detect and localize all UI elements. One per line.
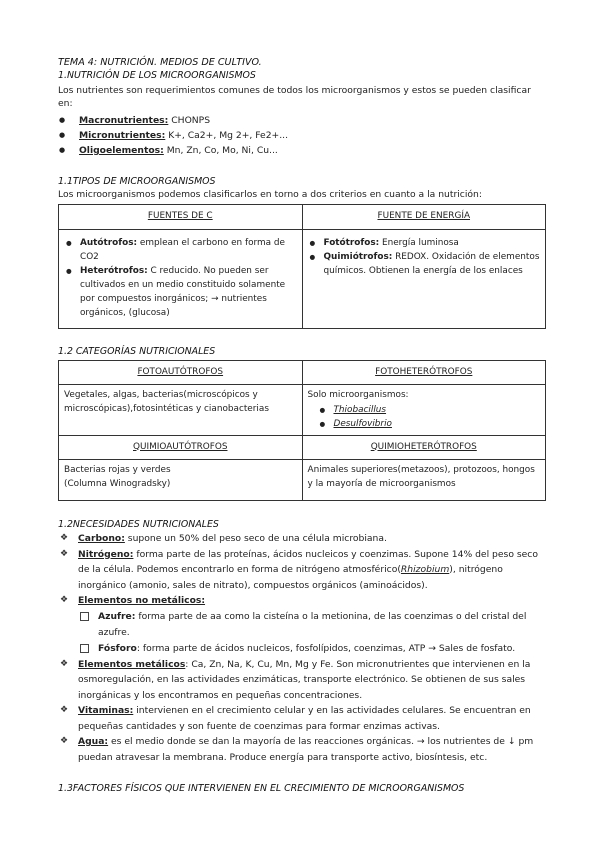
categories-table (58, 360, 546, 502)
fotoheterotrofos-cell: Solo microorganismos: ● Thiobacillus ● Desulfovibrio (302, 385, 546, 436)
list-item: ● Desulfovibrio (318, 417, 541, 431)
section-1-intro: Los nutrientes son requerimientos comunes de todos los microorganismos y estos se pueden clasificar en: (58, 85, 531, 109)
diamond-bullet-icon: ❖ (60, 548, 69, 559)
list-item: ● Quimiótrofos: REDOX. Oxidación de elementos químicos. Obtienen la energía de los enlaces (308, 250, 541, 278)
checklist-item-fosforo: Fósforo: forma parte de ácidos nucleicos, fosfolípidos, coenzimas, ATP → Sales de fosfato. (78, 641, 546, 657)
checkbox-icon[interactable] (80, 644, 89, 653)
list-item: ❖ Agua: es el medio donde se dan la mayoría de las reacciones orgánicas. → los nutrientes de ↓ pm puedan atravesar la membrana. Produce energía para transporte activo, biosíntesis, etc. (60, 736, 534, 763)
list-item: ● Fotótrofos: Energía luminosa (308, 236, 541, 250)
list-item: ● Autótrofos: emplean el carbono en forma de CO2 (64, 236, 297, 264)
quimioautotrofos-cell: Bacterias rojas y verdes (Columna Winogradsky) (59, 460, 303, 501)
types-table (58, 204, 546, 329)
diamond-bullet-icon: ❖ (60, 705, 69, 715)
section-1-2b-heading: 1.2NECESIDADES NUTRICIONALES (58, 519, 219, 530)
header-quimioheterotrofos: QUIMIOHETERÓTROFOS (302, 435, 546, 460)
header-fotoautotrofos: FOTOAUTÓTROFOS (59, 360, 303, 385)
list-item: ● Oligoelementos: Mn, Zn, Co, Mo, Ni, Cu... (58, 143, 546, 158)
fotoautotrofos-cell: Vegetales, algas, bacterias(microscópicos y microscópicas),fotosintéticas y cianobacterias (59, 385, 303, 436)
section-1-1-intro: Los microorganismos podemos clasificarlos en torno a dos criterios en cuanto a la nutrición: (58, 189, 482, 200)
list-item: ❖ Elementos no metálicos: Azufre: forma parte de aa como la cisteína o la metionina, de las coenzimas o del cristal del azufre. Fósforo: forma parte de ácidos nucleicos, fosfolípidos, coenzimas, ATP → Sales de fosfato. (58, 593, 546, 657)
col-header-energy: FUENTE DE ENERGÍA (302, 205, 546, 230)
list-item: ● Micronutrientes: K+, Ca2+, Mg 2+, Fe2+... (58, 128, 546, 143)
list-item: ● Heterótrofos: C reducido. No pueden ser cultivados en un medio constituido solamente por compuestos inorgánicos; → nutrientes orgánicos, (glucosa) (64, 264, 297, 320)
document-page (58, 56, 546, 795)
header-fotoheterotrofos: FOTOHETERÓTROFOS (302, 360, 546, 385)
nutrient-list (58, 113, 546, 158)
section-1-1-heading: 1.1TIPOS DE MICROORGANISMOS (58, 176, 216, 187)
diamond-bullet-icon: ❖ (60, 658, 69, 669)
needs-list (58, 531, 546, 765)
section-1-heading: 1.NUTRICIÓN DE LOS MICROORGANISMOS (58, 70, 256, 81)
quimioheterotrofos-cell: Animales superiores(metazoos), protozoos, hongos y la mayoría de microorganismos (302, 460, 546, 501)
carbon-cell (59, 229, 303, 328)
diamond-bullet-icon: ❖ (60, 533, 69, 543)
list-item: ❖ Elementos metálicos: Ca, Zn, Na, K, Cu, Mn, Mg y Fe. Son micronutrientes que intervienen en la osmoregulación, en las actividades enzimáticas, transporte electrónico. Se obtienen de sus sales inorgánicas y los encontramos en pequeñas concentraciones. (60, 658, 531, 701)
document-title: TEMA 4: NUTRICIÓN. MEDIOS DE CULTIVO. (58, 57, 262, 68)
header-quimioautotrofos: QUIMIOAUTÓTROFOS (59, 435, 303, 460)
diamond-bullet-icon: ❖ (60, 736, 69, 746)
list-item: ❖ Vitaminas: intervienen en el crecimiento celular y en las actividades celulares. Se encuentran en pequeñas cantidades y son fuente de coenzimas para formar enzimas activas. (60, 705, 531, 732)
col-header-carbon: FUENTES DE C (59, 205, 303, 230)
list-item: ❖ Carbono: supone un 50% del peso seco de una célula microbiana. (58, 531, 546, 547)
list-item: ● Thiobacillus (318, 403, 541, 417)
list-item: ● Macronutrientes: CHONPS (58, 113, 546, 128)
checkbox-icon[interactable] (80, 612, 89, 621)
list-item: ❖ Nitrógeno: forma parte de las proteínas, ácidos nucleicos y coenzimas. Supone 14% del peso seco de la célula. Podemos encontrarlo en forma de nitrógeno atmosférico(Rhizobium), nitrógeno inorgánico (amonio, sales de nitrato), compuestos orgánicos (aminoácidos). (60, 548, 538, 591)
energy-cell (302, 229, 546, 328)
section-1-2-heading: 1.2 CATEGORÍAS NUTRICIONALES (58, 345, 216, 357)
checklist-item-azufre: Azufre: forma parte de aa como la cisteína o la metionina, de las coenzimas o del cristal del azufre. (78, 609, 546, 641)
diamond-bullet-icon: ❖ (60, 595, 69, 605)
section-1-3-heading: 1.3FACTORES FÍSICOS QUE INTERVIENEN EN EL CRECIMIENTO DE MICROORGANISMOS (58, 783, 465, 794)
